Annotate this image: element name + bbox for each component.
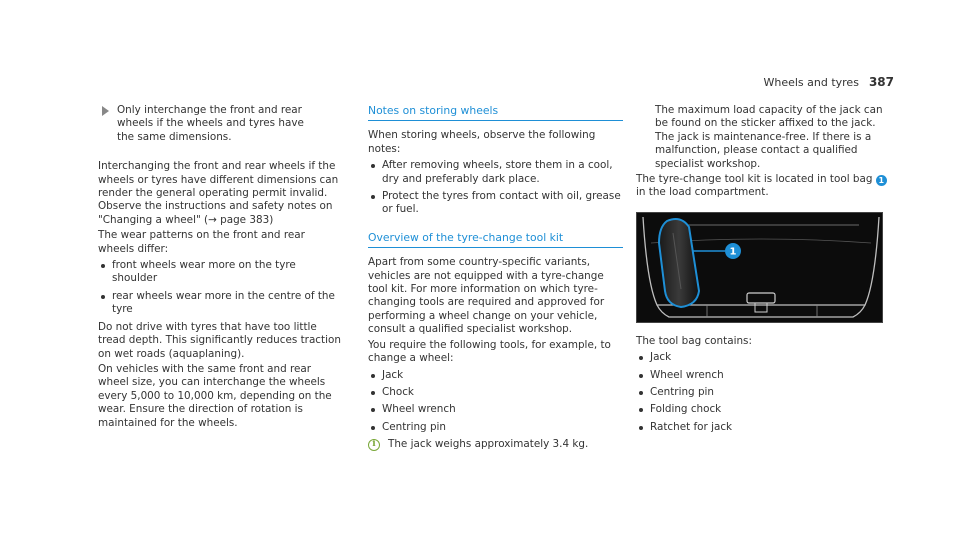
note-text: Only interchange the front and rear wheels if the wheels and tyres have the same dimensions. bbox=[117, 104, 304, 143]
section-name: Wheels and tyres bbox=[763, 76, 859, 89]
paragraph-tool-bag bbox=[636, 173, 898, 200]
info-note bbox=[368, 438, 623, 453]
list-item: After removing wheels, store them in a cool, dry and preferably dark place. bbox=[368, 159, 623, 186]
bullet-list bbox=[368, 159, 623, 217]
section-title-storing-wheels: Notes on storing wheels bbox=[368, 104, 623, 121]
info-icon: i bbox=[368, 439, 380, 451]
list-item: Folding chock bbox=[636, 403, 898, 416]
list-item: Jack bbox=[368, 369, 623, 382]
paragraph: You require the following tools, for example, to change a wheel: bbox=[368, 338, 611, 365]
list-item: Jack bbox=[636, 351, 898, 364]
list-item: Wheel wrench bbox=[636, 369, 898, 382]
paragraph: The maximum load capacity of the jack can be found on the sticker affixed to the jack. The jack is maintenance-free. If there is a malfunction, please contact a qualified specialist workshop. bbox=[655, 104, 883, 170]
paragraph: On vehicles with the same front and rear wheel size, you can interchange the wheels every 5,000 to 10,000 km, depending on the wear. Ensure the direction of rotation is maintained for the wheels. bbox=[98, 362, 332, 429]
list-item: front wheels wear more on the tyre shoulder bbox=[98, 259, 343, 286]
paragraph: When storing wheels, observe the following notes: bbox=[368, 129, 596, 155]
list-item: Chock bbox=[368, 386, 623, 399]
list-item: Protect the tyres from contact with oil, grease or fuel. bbox=[368, 190, 623, 217]
page-number: 387 bbox=[868, 75, 894, 89]
triangle-note-icon bbox=[102, 106, 109, 116]
column-1 bbox=[98, 104, 343, 432]
bullet-list bbox=[636, 351, 898, 434]
list-item: Centring pin bbox=[368, 421, 623, 434]
figure-callout: 1 bbox=[729, 246, 737, 258]
paragraph: Interchanging the front and rear wheels if the wheels or tyres have different dimensions can render the general operating permit invalid. Observe the instructions and safety notes on "Changing a wheel" (→ page 383) bbox=[98, 160, 339, 226]
load-compartment-figure bbox=[636, 212, 883, 323]
bullet-list bbox=[368, 369, 623, 435]
column-2 bbox=[368, 104, 623, 454]
paragraph: Do not drive with tyres that have too little tread depth. This significantly reduces traction on wet roads (aquaplaning). bbox=[98, 320, 341, 360]
list-item: rear wheels wear more in the centre of the tyre bbox=[98, 290, 343, 317]
running-header bbox=[763, 76, 894, 89]
list-item: Centring pin bbox=[636, 386, 898, 399]
list-item: Wheel wrench bbox=[368, 403, 623, 416]
paragraph-text: The tyre-change tool kit is located in tool bag bbox=[636, 173, 873, 186]
section-title-tool-kit: Overview of the tyre-change tool kit bbox=[368, 231, 623, 248]
paragraph: Apart from some country-specific variants, vehicles are not equipped with a tyre-change tool kit. For more information on which tyre-changing tools are required and approved for performing a wheel change on your vehicle, consult a qualified specialist workshop. bbox=[368, 256, 605, 336]
load-compartment-illustration bbox=[637, 213, 883, 323]
paragraph: The wear patterns on the front and rear wheels differ: bbox=[98, 229, 305, 255]
info-text: The jack weighs approximately 3.4 kg. bbox=[388, 438, 589, 451]
note-block bbox=[98, 104, 343, 146]
list-item: Ratchet for jack bbox=[636, 421, 898, 434]
paragraph-text: in the load compartment. bbox=[636, 186, 769, 199]
bullet-list bbox=[98, 259, 343, 317]
paragraph: The tool bag contains: bbox=[636, 334, 752, 347]
callout-badge: 1 bbox=[876, 175, 887, 186]
column-3 bbox=[636, 104, 898, 438]
